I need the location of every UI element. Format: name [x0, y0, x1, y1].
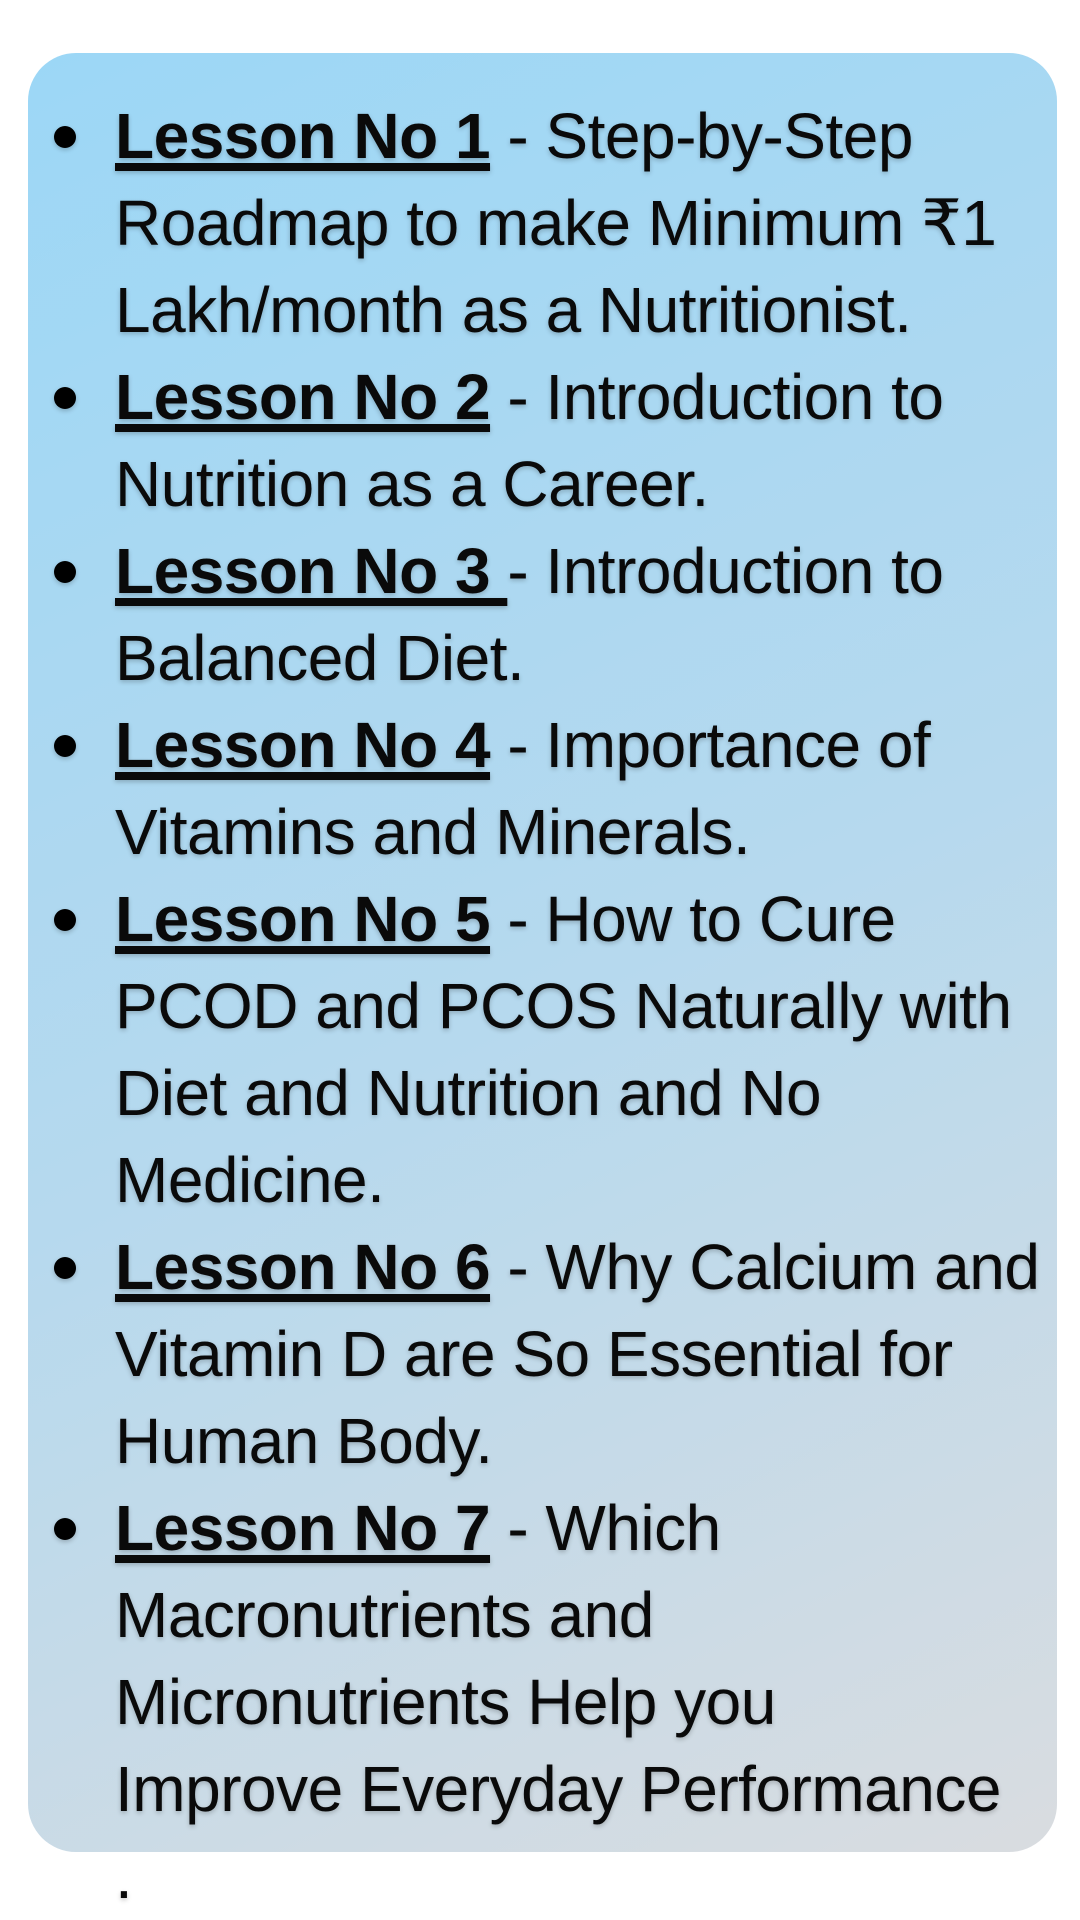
lesson-3-label: Lesson No 3 — [115, 535, 508, 607]
lesson-4-text: - Importance of — [490, 709, 931, 781]
lesson-7-text: - Which — [490, 1492, 721, 1564]
lesson-5-label: Lesson No 5 — [115, 883, 491, 955]
lesson-item-3 — [115, 528, 1065, 702]
lesson-line — [115, 354, 1065, 441]
lesson-6-label: Lesson No 6 — [115, 1231, 491, 1303]
lesson-line: Macronutrients and — [115, 1579, 654, 1651]
lesson-item-1 — [115, 93, 1065, 354]
lesson-item-4 — [115, 702, 1065, 876]
lesson-line — [115, 876, 1065, 963]
lesson-line: Vitamins and Minerals. — [115, 796, 751, 868]
lesson-line: Lakh/month as a Nutritionist. — [115, 274, 912, 346]
lesson-line — [115, 1224, 1065, 1311]
lesson-item-7 — [115, 1485, 1065, 1920]
lesson-list — [115, 93, 1065, 1920]
lesson-item-5 — [115, 876, 1065, 1224]
lesson-1-text: - Step-by-Step — [490, 100, 913, 172]
lesson-line: Balanced Diet. — [115, 622, 525, 694]
lesson-line: Nutrition as a Career. — [115, 448, 709, 520]
lesson-item-2 — [115, 354, 1065, 528]
lesson-line: Micronutrients Help you — [115, 1666, 776, 1738]
lesson-6-text: - Why Calcium and — [490, 1231, 1040, 1303]
lesson-line: Human Body. — [115, 1405, 493, 1477]
lesson-line — [115, 702, 1065, 789]
lesson-line: Medicine. — [115, 1144, 385, 1216]
lesson-5-text: - How to Cure — [490, 883, 896, 955]
lesson-line: Vitamin D are So Essential for — [115, 1318, 953, 1390]
lesson-line: Diet and Nutrition and No — [115, 1057, 822, 1129]
lesson-line: Improve Everyday Performance — [115, 1753, 1001, 1825]
lesson-1-label: Lesson No 1 — [115, 100, 491, 172]
lesson-3-text: - Introduction to — [507, 535, 944, 607]
lesson-4-label: Lesson No 4 — [115, 709, 491, 781]
lesson-2-label: Lesson No 2 — [115, 361, 491, 433]
lesson-line — [115, 1485, 1065, 1572]
lesson-overflow-period: . — [115, 1840, 133, 1912]
lesson-7-label: Lesson No 7 — [115, 1492, 491, 1564]
lesson-line — [115, 528, 1065, 615]
lesson-item-6 — [115, 1224, 1065, 1485]
lesson-line: Roadmap to make Minimum ₹1 — [115, 187, 997, 259]
lesson-line — [115, 93, 1065, 180]
lesson-line: PCOD and PCOS Naturally with — [115, 970, 1012, 1042]
lesson-2-text: - Introduction to — [490, 361, 944, 433]
